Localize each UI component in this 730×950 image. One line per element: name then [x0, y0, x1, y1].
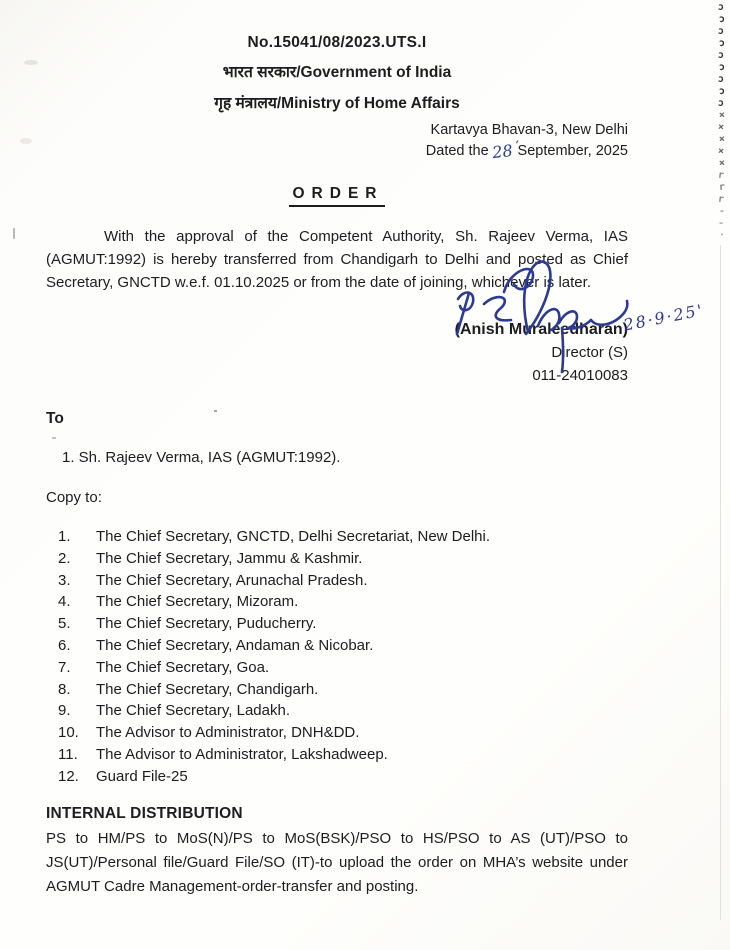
order-body: With the approval of the Competent Authority, Sh. Rajeev Verma, IAS (AGMUT:1992) is hereby transferred from Chandigarh to Delhi and posted as Chief Secretary, GNCTD w.e.f. 01.10.2025 or from the date of joining, whichever is later. [46, 228, 628, 291]
handwritten-day-mark: ' [512, 137, 519, 153]
item-text: The Chief Secretary, Arunachal Pradesh. [96, 571, 368, 589]
item-text: The Advisor to Administrator, Lakshadweep. [96, 745, 388, 763]
order-heading: ORDER [46, 185, 628, 207]
item-number: 11. [58, 745, 78, 763]
copy-to-item [58, 700, 628, 722]
copy-to-item [58, 591, 628, 613]
item-text: The Chief Secretary, GNCTD, Delhi Secretariat, New Delhi. [96, 528, 491, 545]
address-line: Kartavya Bhavan-3, New Delhi [430, 122, 628, 138]
internal-distribution-heading: INTERNAL DISTRIBUTION [46, 804, 243, 822]
item-number: 2. [58, 549, 71, 567]
ministry-line: गृह मंत्रालय/Ministry of Home Affairs [214, 95, 460, 112]
copy-to-item [58, 744, 628, 766]
item-number: 9. [58, 702, 71, 720]
addressee-item: 1. Sh. Rajeev Verma, IAS (AGMUT:1992). [62, 449, 341, 466]
item-text: The Chief Secretary, Ladakh. [96, 702, 290, 720]
to-label: To [46, 410, 64, 427]
copy-to-item [58, 635, 628, 657]
copy-to-item [58, 526, 628, 548]
item-number: 7. [58, 658, 71, 676]
copy-to-item [58, 722, 628, 744]
scan-smudge [24, 60, 38, 65]
item-number: 6. [58, 636, 71, 654]
date-prefix: Dated the [425, 143, 489, 159]
copy-to-label: Copy to: [46, 489, 102, 506]
handwritten-day: 28 [490, 140, 514, 163]
item-text: The Chief Secretary, Goa. [96, 658, 270, 676]
item-number: 8. [58, 680, 71, 698]
date-suffix: September, 2025 [517, 143, 628, 159]
scan-speck [52, 437, 56, 439]
signatory-designation: Director (S) [551, 344, 628, 361]
item-number: 1. [58, 528, 71, 545]
item-text: The Chief Secretary, Jammu & Kashmir. [96, 549, 363, 567]
item-text: The Chief Secretary, Puducherry. [96, 615, 317, 633]
item-number: 3. [58, 571, 71, 589]
copy-to-item [58, 657, 628, 679]
address-block [46, 121, 628, 161]
item-text: Guard File-25 [96, 767, 188, 785]
item-text: The Chief Secretary, Mizoram. [96, 593, 299, 611]
file-number: No.15041/08/2023.UTS.I [247, 34, 427, 51]
copy-to-item [58, 613, 628, 635]
item-text: The Chief Secretary, Chandigarh. [96, 680, 319, 698]
item-number: 5. [58, 615, 71, 633]
copy-to-item [58, 766, 628, 788]
copy-to-item [58, 570, 628, 592]
item-number: 4. [58, 593, 71, 611]
date-line [46, 137, 628, 163]
scan-speck [214, 410, 217, 412]
copy-to-item [58, 548, 628, 570]
handwritten-signing-date: 28·9·25' [621, 300, 706, 335]
item-text: The Chief Secretary, Andaman & Nicobar. [96, 636, 374, 654]
item-number: 12. [58, 767, 79, 785]
signatory-phone: 011-24010083 [532, 367, 628, 384]
signatory-name: (Anish Muraleedharan) [454, 321, 628, 338]
internal-distribution-body: PS to HM/PS to MoS(N)/PS to MoS(BSK)/PSO to HS/PSO to AS (UT)/PSO to JS(UT)/Personal file/Guard File/SO (IT)-to upload the order on MHA’s website under AGMUT Cadre Management-order-transfer and posting. [46, 829, 628, 895]
item-number: 10. [58, 724, 79, 742]
scan-smudge [20, 138, 32, 144]
copy-to-item [58, 679, 628, 701]
government-line: भारत सरकार/Government of India [222, 64, 452, 81]
item-text: The Advisor to Administrator, DNH&DD. [96, 724, 360, 742]
signature-block [46, 300, 706, 386]
scan-smudge [13, 228, 15, 239]
binding-marks: ɔ ɔ ɔ ɔ ɔ ɔ ɔ ɔ ɔ × × × × × r r r - - · [717, 1, 726, 242]
copy-to-list [46, 526, 628, 788]
